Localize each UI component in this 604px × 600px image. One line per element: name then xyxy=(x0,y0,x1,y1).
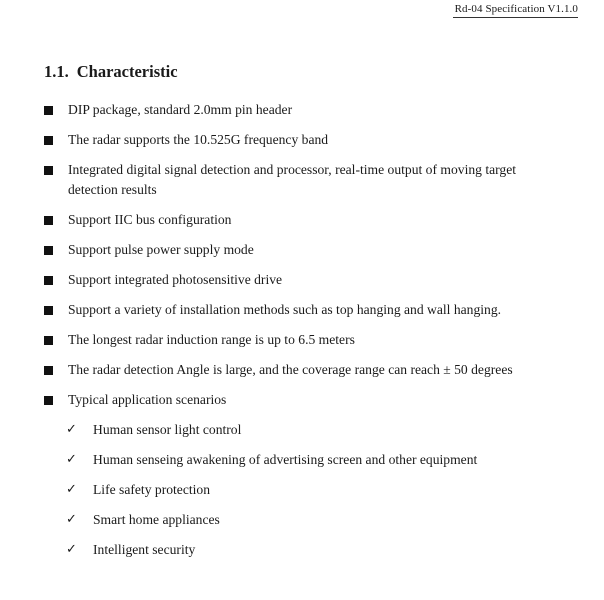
feature-text: Typical application scenarios xyxy=(68,392,227,407)
section-heading xyxy=(44,62,178,82)
square-bullet-icon xyxy=(44,336,53,345)
feature-item-photosensitive xyxy=(0,270,604,290)
square-bullet-icon xyxy=(44,306,53,315)
feature-text: The radar detection Angle is large, and the coverage range can reach ± 50 degrees xyxy=(68,362,513,377)
feature-item-installation xyxy=(0,300,604,320)
square-bullet-icon xyxy=(44,246,53,255)
document-header: Rd-04 Specification V1.1.0 xyxy=(453,3,578,18)
feature-item-pulse-power xyxy=(0,240,604,260)
scenario-text: Human sensor light control xyxy=(93,422,242,437)
scenario-text: Human senseing awakening of advertising screen and other equipment xyxy=(93,452,478,467)
feature-item-package xyxy=(0,100,604,120)
checkmark-icon: ✓ xyxy=(66,422,77,437)
scenario-item-life-safety xyxy=(0,480,604,500)
scenario-item-security xyxy=(0,540,604,560)
scenario-text: Life safety protection xyxy=(93,482,211,497)
square-bullet-icon xyxy=(44,396,53,405)
feature-item-scenarios xyxy=(0,390,604,410)
feature-item-signal-processing xyxy=(0,160,604,200)
square-bullet-icon xyxy=(44,136,53,145)
feature-text: Integrated digital signal detection and processor, real-time output of moving target detection results xyxy=(68,162,517,197)
scenario-text: Smart home appliances xyxy=(93,512,220,527)
square-bullet-icon xyxy=(44,366,53,375)
scenario-text: Intelligent security xyxy=(93,542,196,557)
checkmark-icon: ✓ xyxy=(66,542,77,557)
scenario-item-screen-wake xyxy=(0,450,604,470)
square-bullet-icon xyxy=(44,276,53,285)
feature-item-iic xyxy=(0,210,604,230)
feature-text: Support a variety of installation methods such as top hanging and wall hanging. xyxy=(68,302,502,317)
feature-item-range xyxy=(0,330,604,350)
feature-text: Support pulse power supply mode xyxy=(68,242,254,257)
feature-text: Support integrated photosensitive drive xyxy=(68,272,283,287)
feature-text: The longest radar induction range is up to 6.5 meters xyxy=(68,332,355,347)
checkmark-icon: ✓ xyxy=(66,482,77,497)
feature-text: Support IIC bus configuration xyxy=(68,212,232,227)
feature-item-frequency xyxy=(0,130,604,150)
feature-text: DIP package, standard 2.0mm pin header xyxy=(68,102,293,117)
scenario-item-smart-home xyxy=(0,510,604,530)
square-bullet-icon xyxy=(44,106,53,115)
square-bullet-icon xyxy=(44,216,53,225)
square-bullet-icon xyxy=(44,166,53,175)
section-title: Characteristic xyxy=(76,62,178,81)
checkmark-icon: ✓ xyxy=(66,512,77,527)
checkmark-icon: ✓ xyxy=(66,452,77,467)
section-number: 1.1. xyxy=(44,62,69,81)
feature-list xyxy=(0,100,604,570)
feature-item-angle xyxy=(0,360,604,380)
scenario-item-light-control xyxy=(0,420,604,440)
feature-text: The radar supports the 10.525G frequency band xyxy=(68,132,329,147)
